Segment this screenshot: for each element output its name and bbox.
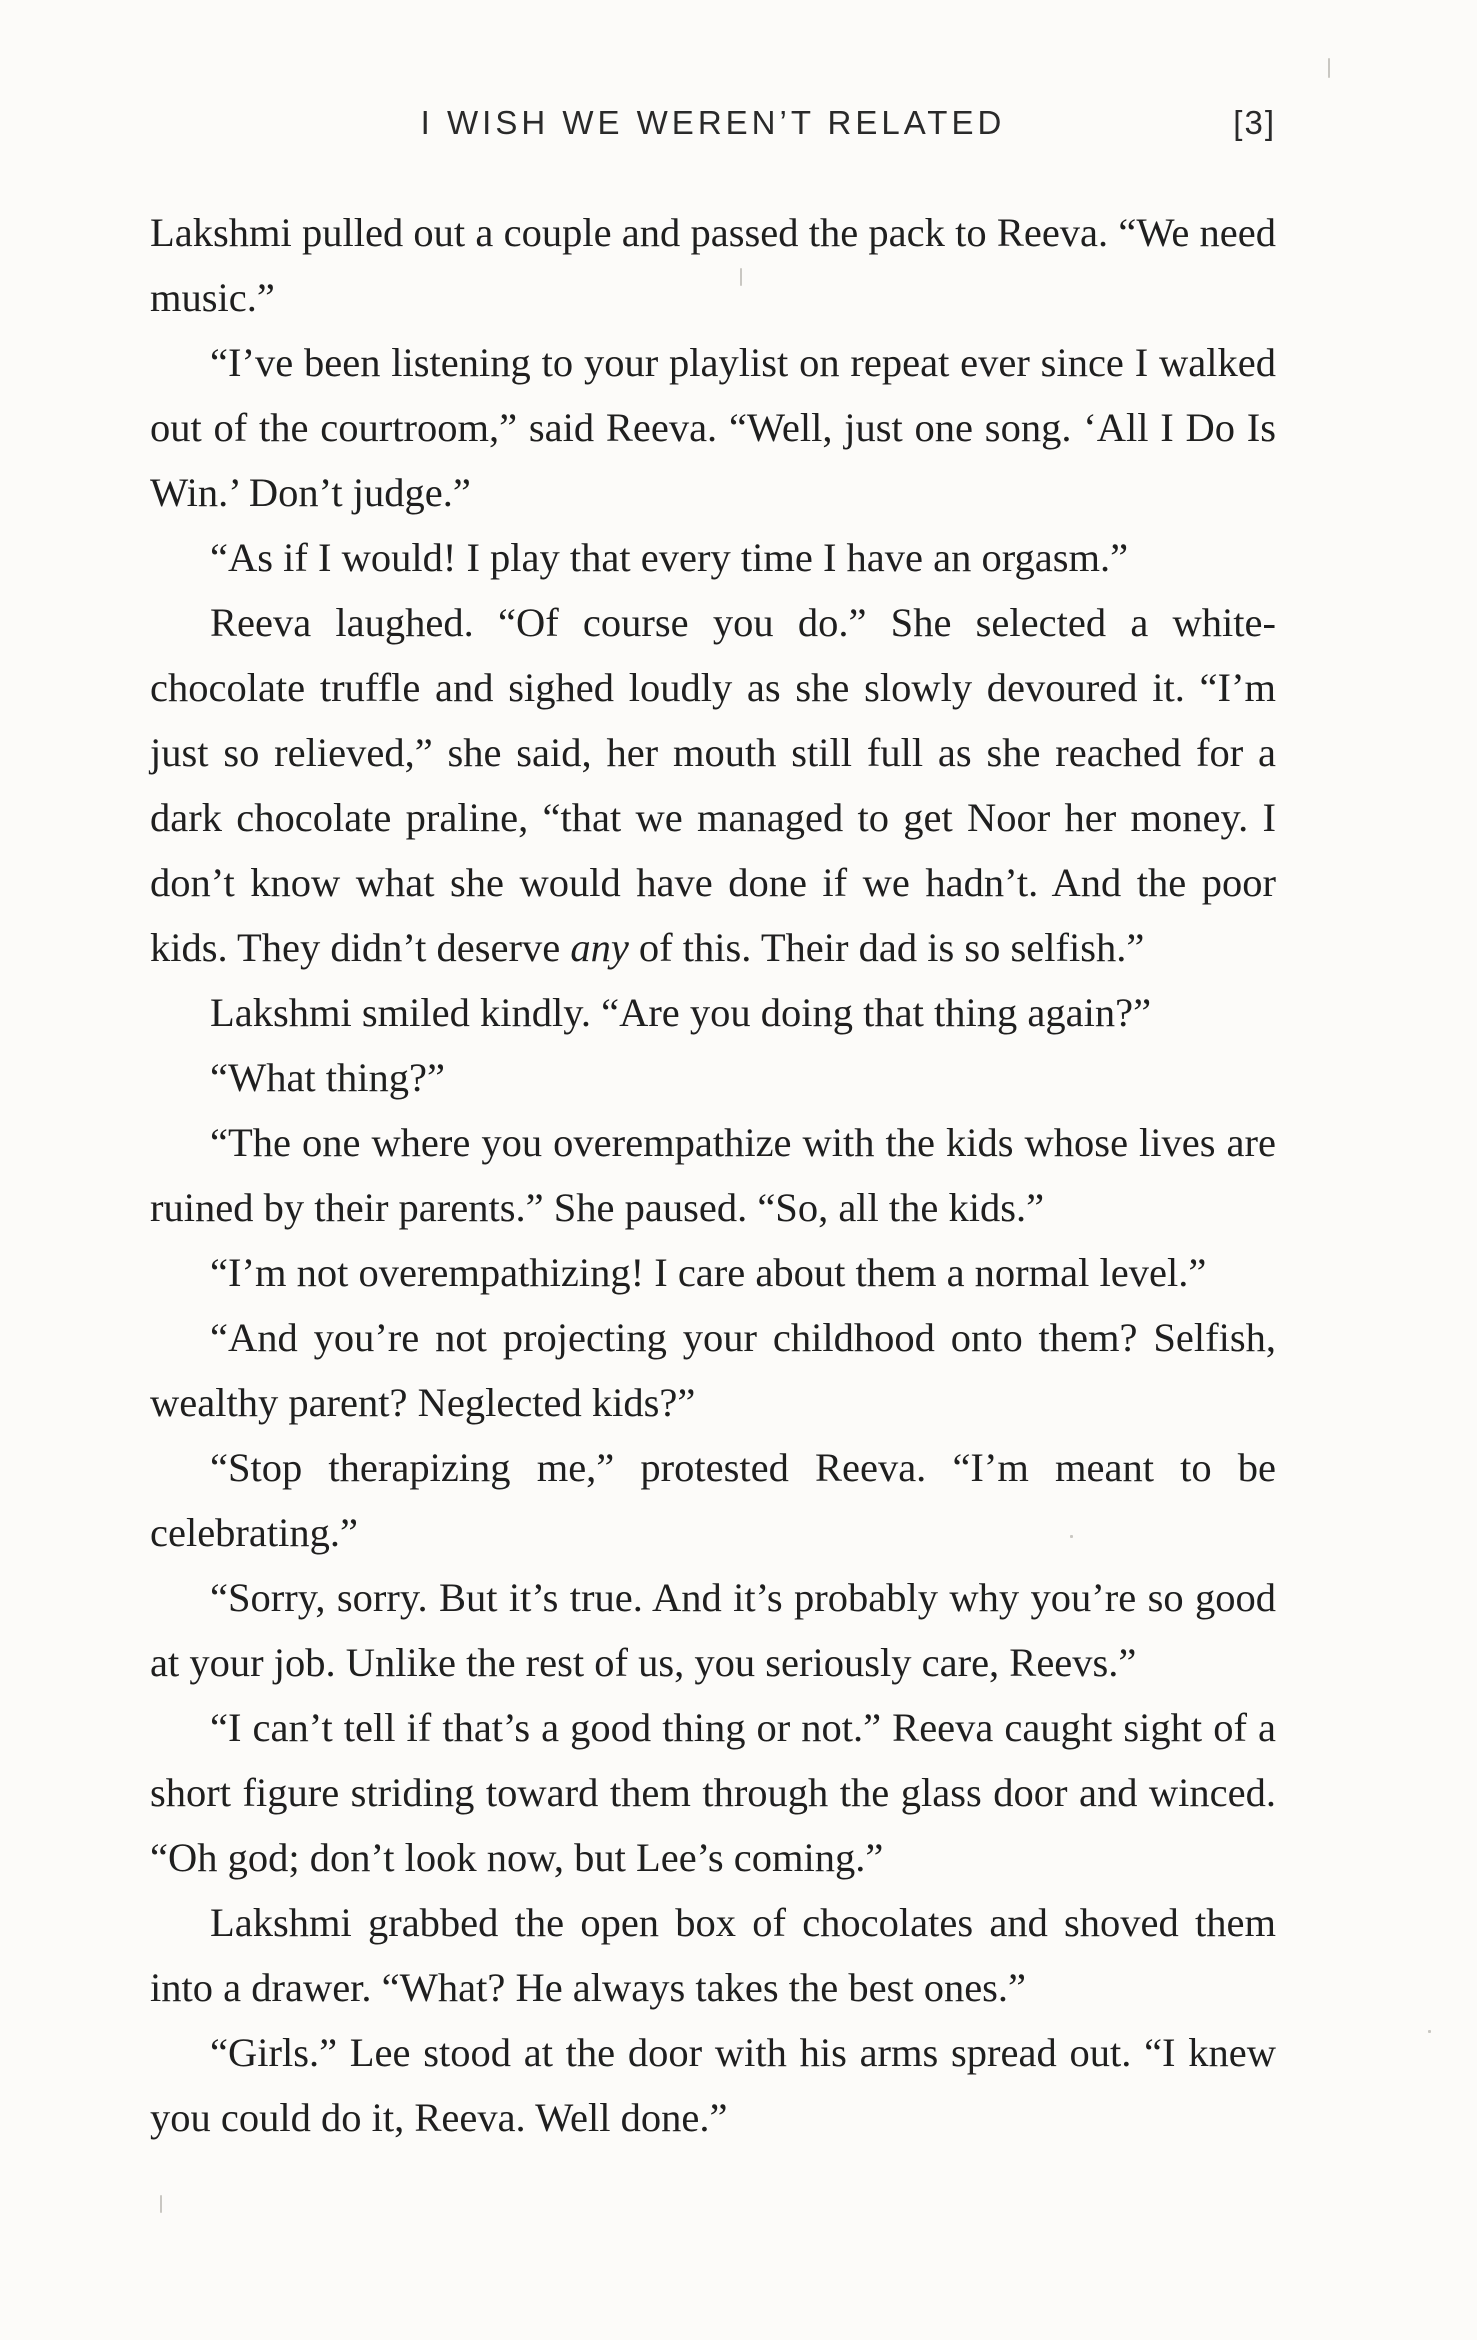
text-run: Reeva laughed. “Of course you do.” She selected a white-chocolate truffle and sighed loudly as she slowly devoured it. “I’m just so relieved,” she said, her mouth still full as she reached for a dark chocolate praline, “that we managed to get Noor her money. I don’t know what she would have done if we hadn’t. And the poor kids. They didn’t deserve	[150, 600, 1276, 970]
text-run: “Sorry, sorry. But it’s true. And it’s probably why you’re so good at your job. Unlike the rest of us, you seriously care, Reevs.”	[150, 1575, 1276, 1685]
body-text	[150, 200, 1276, 2150]
paragraph	[150, 1890, 1276, 2020]
paragraph	[150, 980, 1276, 1045]
paragraph	[150, 590, 1276, 980]
text-run: of this. Their dad is so selfish.”	[628, 925, 1145, 970]
page-number: [3]	[1233, 104, 1276, 141]
scan-speck	[740, 268, 742, 286]
text-run: Lakshmi grabbed the open box of chocolates and shoved them into a drawer. “What? He always takes the best ones.”	[150, 1900, 1276, 2010]
text-run: “Girls.” Lee stood at the door with his arms spread out. “I knew you could do it, Reeva. Well done.”	[150, 2030, 1276, 2140]
paragraph	[150, 1045, 1276, 1110]
paragraph	[150, 1305, 1276, 1435]
scan-speck	[1428, 2030, 1431, 2033]
running-title: I WISH WE WEREN’T RELATED	[420, 104, 1006, 141]
paragraph	[150, 525, 1276, 590]
paragraph	[150, 1435, 1276, 1565]
text-run: “I’ve been listening to your playlist on repeat ever since I walked out of the courtroom,” said Reeva. “Well, just one song. ‘All I Do Is Win.’ Don’t judge.”	[150, 340, 1276, 515]
scan-speck	[1070, 1535, 1073, 1538]
text-run: “And you’re not projecting your childhood onto them? Selfish, wealthy parent? Neglected kids?”	[150, 1315, 1276, 1425]
paragraph	[150, 1565, 1276, 1695]
paragraph	[150, 200, 1276, 330]
paragraph	[150, 330, 1276, 525]
paragraph	[150, 1695, 1276, 1890]
text-run: “As if I would! I play that every time I have an orgasm.”	[210, 535, 1129, 580]
text-run: “Stop therapizing me,” protested Reeva. “I’m meant to be celebrating.”	[150, 1445, 1276, 1555]
text-run: Lakshmi pulled out a couple and passed the pack to Reeva. “We need music.”	[150, 210, 1276, 320]
paragraph	[150, 1110, 1276, 1240]
text-run: “I can’t tell if that’s a good thing or not.” Reeva caught sight of a short figure striding toward them through the glass door and winced. “Oh god; don’t look now, but Lee’s coming.”	[150, 1705, 1276, 1880]
scan-speck	[160, 2195, 162, 2213]
text-run: Lakshmi smiled kindly. “Are you doing that thing again?”	[210, 990, 1152, 1035]
italic-text: any	[570, 925, 629, 970]
text-run: “The one where you overempathize with the kids whose lives are ruined by their parents.” She paused. “So, all the kids.”	[150, 1120, 1276, 1230]
paragraph	[150, 1240, 1276, 1305]
text-run: “I’m not overempathizing! I care about them a normal level.”	[210, 1250, 1207, 1295]
running-header	[150, 104, 1276, 152]
paragraph	[150, 2020, 1276, 2150]
text-run: “What thing?”	[210, 1055, 446, 1100]
scan-speck	[1328, 58, 1330, 78]
